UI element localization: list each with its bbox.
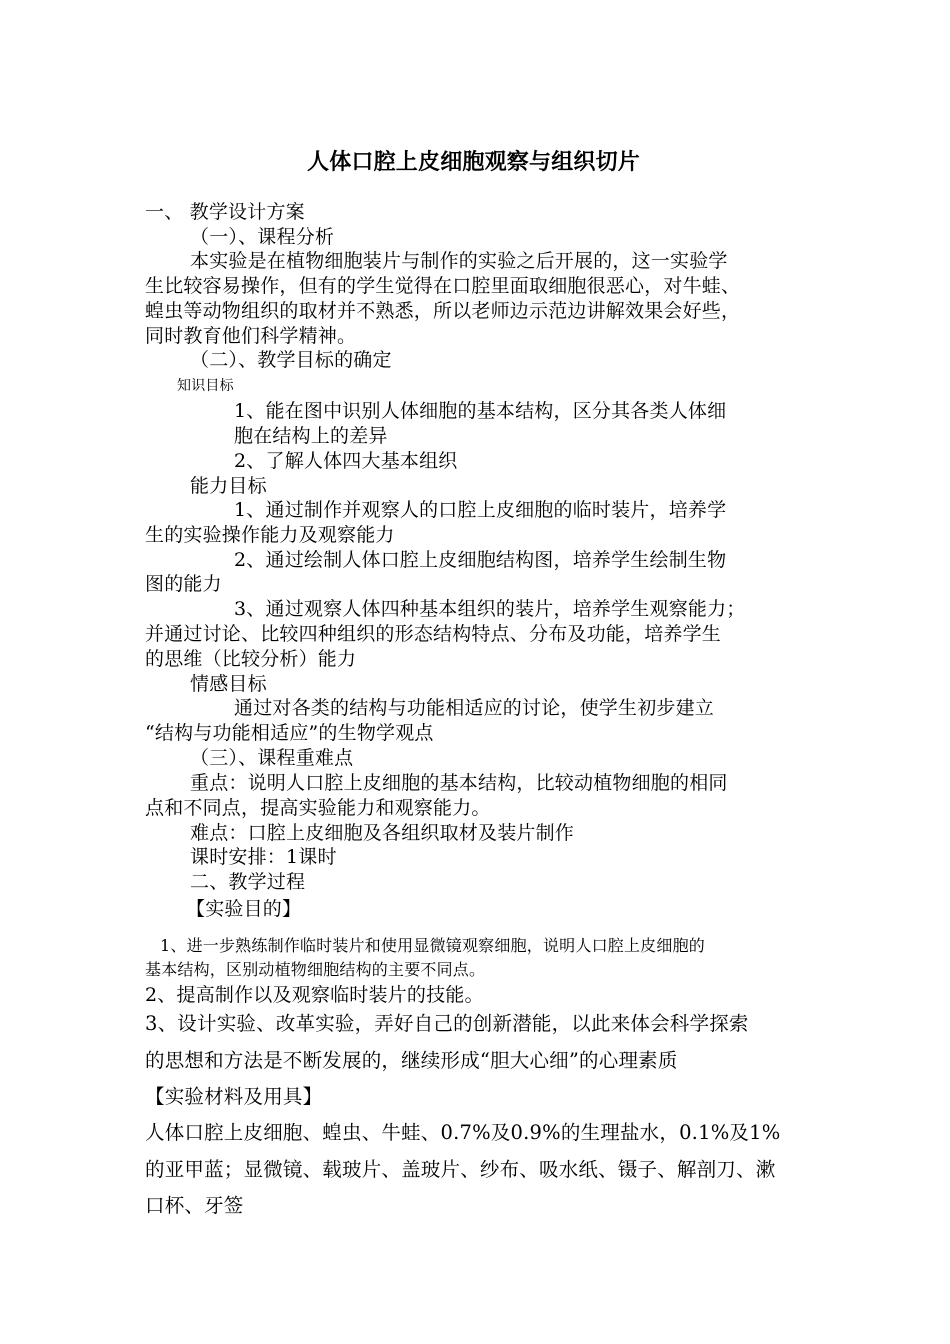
page-title: 人体口腔上皮细胞观察与组织切片 [307,150,641,175]
paragraph-line: 图的能力 [145,573,222,595]
paragraph-line: 1、进一步熟练制作临时装片和使用显微镜观察细胞，说明人口腔上皮细胞的 [160,936,705,955]
section-heading: 【实验目的】 [186,898,302,920]
label-line: 能力目标 [190,475,267,497]
paragraph-line: 本实验是在植物细胞装片与制作的实验之后开展的，这一实验学 [190,250,728,272]
paragraph-line: 的思想和方法是不断发展的，继续形成“胆大心细”的心理素质 [145,1049,678,1072]
label-line: 知识目标 [177,378,234,394]
paragraph-line: 胞在结构上的差异 [234,425,388,447]
paragraph-line: 蝗虫等动物组织的取材并不熟悉，所以老师边示范边讲解效果会好些， [145,300,741,322]
paragraph-line: 2、通过绘制人体口腔上皮细胞结构图，培养学生绘制生物 [234,549,727,571]
paragraph-line: 生的实验操作能力及观察能力 [145,524,395,546]
paragraph-line: 人体口腔上皮细胞、蝗虫、牛蛙、0.7%及0.9%的生理盐水，0.1%及1% [145,1121,781,1144]
paragraph-line: 基本结构，区别动植物细胞结构的主要不同点。 [145,960,486,979]
paragraph-line: 1、能在图中识别人体细胞的基本结构，区分其各类人体细 [234,400,727,422]
paragraph-line: 课时安排：1课时 [190,846,337,868]
paragraph-line: 3、设计实验、改革实验，弄好自己的创新潜能，以此来体会科学探索 [145,1012,749,1035]
subsection-heading: （二）、教学目标的确定 [190,349,392,371]
paragraph-line: 3、通过观察人体四种基本组织的装片，培养学生观察能力； [234,598,746,620]
paragraph-line: 通过对各类的结构与功能相适应的讨论，使学生初步建立 [234,697,715,719]
label-line: 情感目标 [190,673,267,695]
paragraph-line: 难点：口腔上皮细胞及各组织取材及装片制作 [190,822,575,844]
section-heading: 二、教学过程 [190,871,306,893]
paragraph-line: 重点：说明人口腔上皮细胞的基本结构，比较动植物细胞的相同 [190,772,728,794]
paragraph-line: 口杯、牙签 [145,1194,244,1217]
paragraph-line: 并通过讨论、比较四种组织的形态结构特点、分布及功能，培养学生 [145,623,722,645]
section-heading: 【实验材料及用具】 [145,1085,323,1108]
paragraph-line: 1、通过制作并观察人的口腔上皮细胞的临时装片，培养学 [234,499,727,521]
paragraph-line: “结构与功能相适应”的生物学观点 [145,722,434,744]
subsection-heading: （一）、课程分析 [190,226,335,248]
subsection-heading: （三）、课程重难点 [190,747,354,769]
paragraph-line: 的思维（比较分析）能力 [145,648,357,670]
paragraph-line: 2、提高制作以及观察临时装片的技能。 [145,984,484,1006]
paragraph-line: 生比较容易操作，但有的学生觉得在口腔里面取细胞很恶心，对牛蛙、 [145,275,741,297]
section-heading: 一、 教学设计方案 [145,201,305,223]
paragraph-line: 的亚甲蓝；显微镜、载玻片、盖玻片、纱布、吸水纸、镊子、解剖刀、漱 [145,1158,776,1181]
paragraph-line: 同时教育他们科学精神。 [145,325,357,347]
paragraph-line: 2、了解人体四大基本组织 [234,450,458,472]
paragraph-line: 点和不同点，提高实验能力和观察能力。 [145,797,491,819]
